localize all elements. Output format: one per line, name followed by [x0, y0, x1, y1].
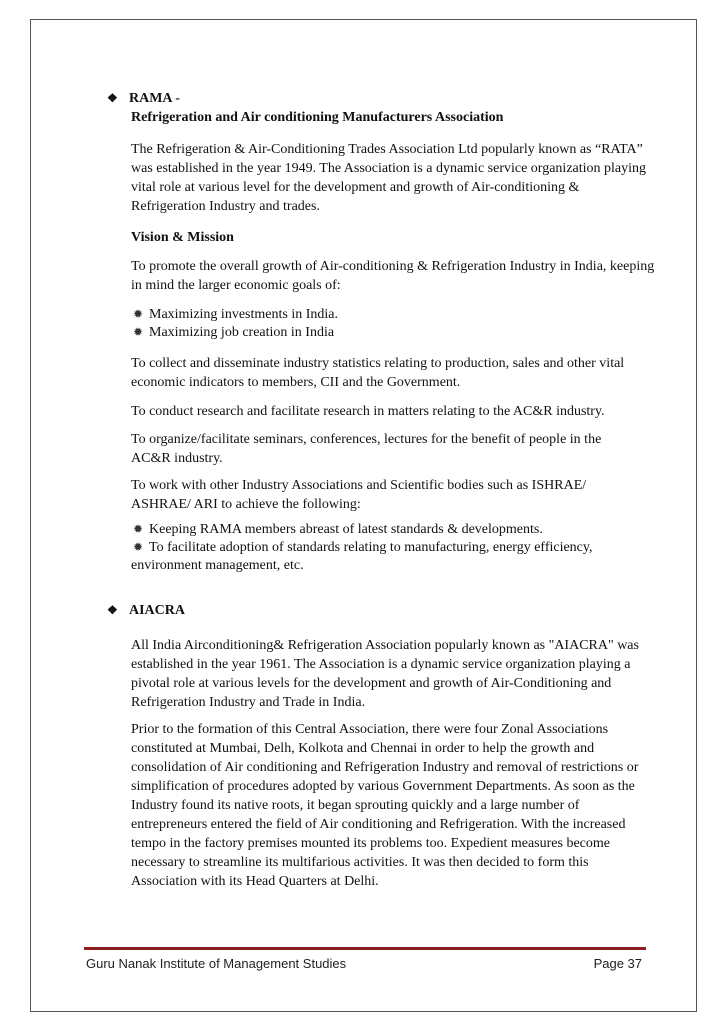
- aiacra-intro: All India Airconditioning& Refrigeration Association popularly known as "AIACRA" was established in the year 1961. The Association is a dynamic service organization playing a pivotal role at various levels for the development and growth of Air-Conditioning and Refrigeration Industry and Trade in India.: [131, 638, 639, 710]
- diamond-bullet-icon: ❖: [107, 603, 118, 617]
- vision-mission-title: Vision & Mission: [131, 230, 234, 245]
- para-seminars: To organize/facilitate seminars, conferences, lectures for the benefit of people in the AC&R industry.: [131, 432, 602, 466]
- goal-item: ✹ Maximizing job creation in India: [132, 325, 335, 340]
- page-number: Page 37: [593, 956, 642, 971]
- gear-bullet-icon: ✹: [132, 307, 144, 321]
- gear-bullet-icon: ✹: [132, 540, 144, 554]
- footer-institute: Guru Nanak Institute of Management Studies: [86, 956, 347, 971]
- goal-item: ✹ Maximizing investments in India.: [132, 307, 338, 322]
- para-collect: To collect and disseminate industry statistics relating to production, sales and other vital economic indicators to members, CII and the Government.: [131, 356, 625, 390]
- footer-rule: [84, 947, 646, 950]
- aiacra-history: Prior to the formation of this Central Association, there were four Zonal Associations constituted at Mumbai, Delh, Kolkota and Chennai in order to help the growth and consolidation of Air conditioning and Refrigeration Industry and removal of restrictions or simplification of procedures adopted by various Government Departments. As soon as the Industry found its native roots, it began sprouting quickly and a large number of entrepreneurs entered the field of Air conditioning and Refrigeration. With the increased tempo in the factory premises mounted its problems too. Expedient measures become necessary to streamline its multifarious activities. It was then decided to form this Association with its Head Quarters at Delhi.: [131, 722, 639, 889]
- vision-text: To promote the overall growth of Air-conditioning & Refrigeration Industry in India, keeping in mind the larger economic goals of:: [131, 259, 655, 293]
- para-research: To conduct research and facilitate research in matters relating to the AC&R industry.: [131, 404, 605, 419]
- para-work: To work with other Industry Associations and Scientific bodies such as ISHRAE/ ASHRAE/ ARI to achieve the following:: [131, 478, 587, 512]
- gear-bullet-icon: ✹: [132, 325, 144, 339]
- diamond-bullet-icon: ❖: [107, 91, 118, 105]
- objective-item: ✹ Keeping RAMA members abreast of latest standards & developments.: [132, 522, 543, 537]
- rama-intro: The Refrigeration & Air-Conditioning Trades Association Ltd popularly known as “RATA” was established in the year 1949. The Association is a dynamic service organization playing vital role at various level for the development and growth of Air-conditioning & Refrigeration Industry and trades.: [131, 142, 647, 214]
- aiacra-heading: ❖ AIACRA: [107, 603, 185, 618]
- objective-item: ✹ To facilitate adoption of standards relating to manufacturing, energy efficiency,: [132, 540, 593, 555]
- gear-bullet-icon: ✹: [132, 522, 144, 536]
- rama-subheading: Refrigeration and Air conditioning Manufacturers Association: [131, 110, 504, 125]
- objective-tail: environment management, etc.: [131, 558, 304, 573]
- rama-heading: ❖ RAMA -: [107, 91, 180, 106]
